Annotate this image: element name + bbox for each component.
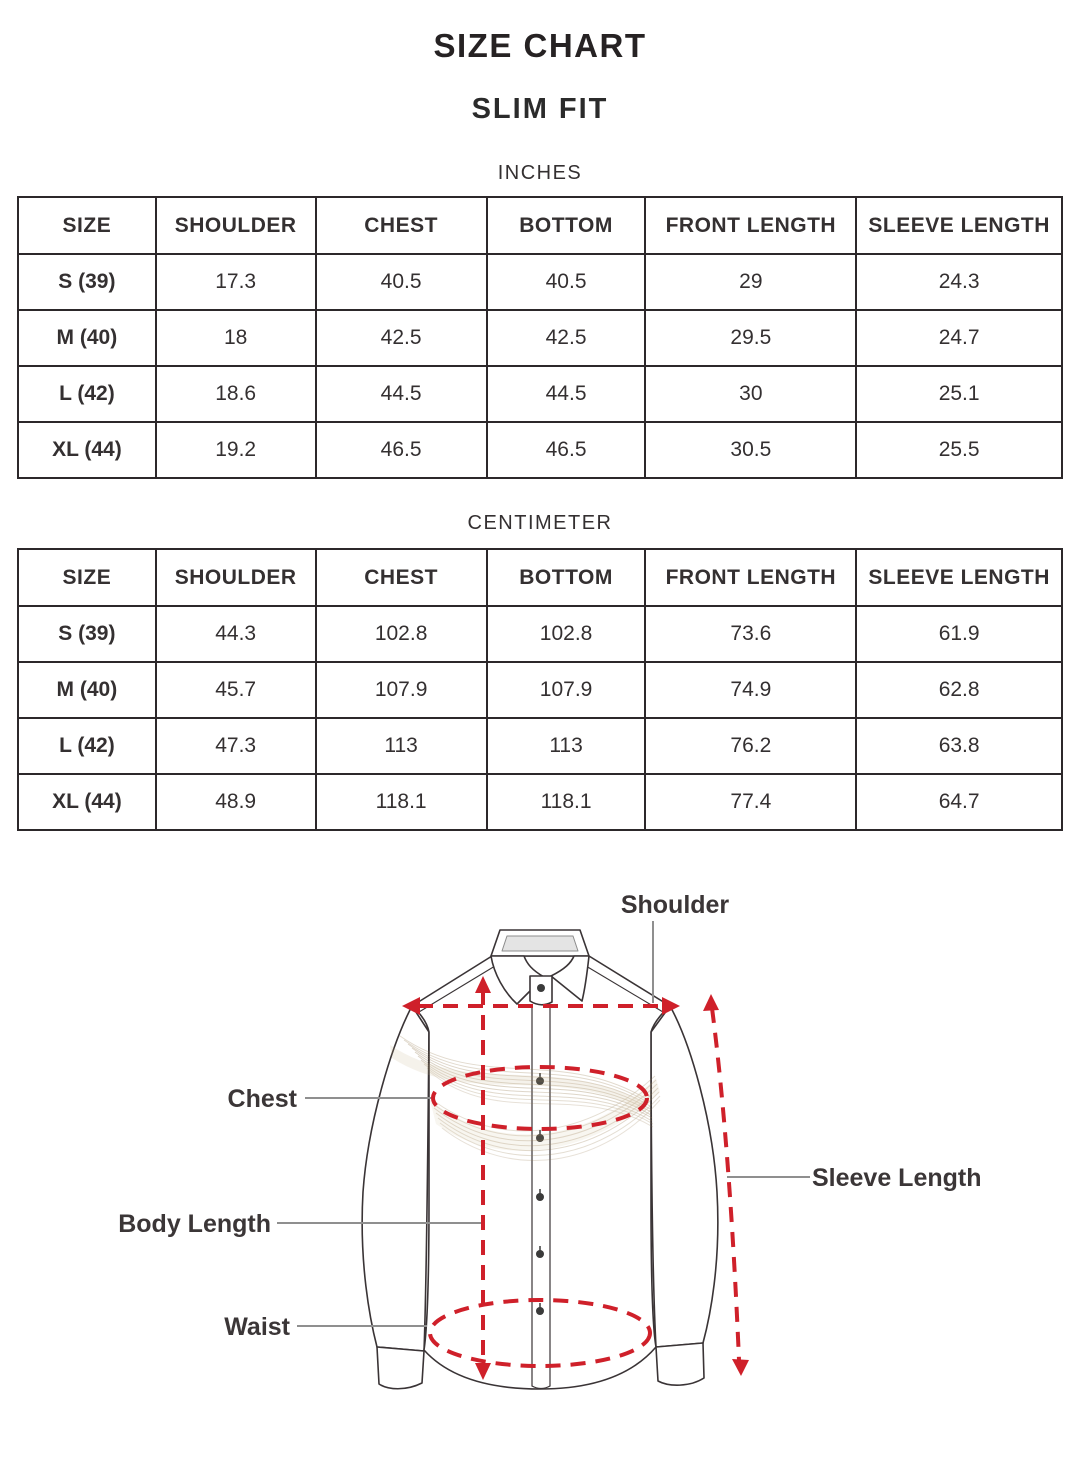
value-cell: 24.3 <box>856 254 1062 310</box>
value-cell: 102.8 <box>487 606 646 662</box>
page-subtitle: SLIM FIT <box>471 93 609 126</box>
value-cell: 74.9 <box>645 662 856 718</box>
table-row <box>18 662 1062 718</box>
table-caption-centimeter: CENTIMETER <box>467 512 613 535</box>
table-header-row <box>18 197 1062 254</box>
column-header: SLEEVE LENGTH <box>856 197 1062 254</box>
table-row <box>18 606 1062 662</box>
column-header: SHOULDER <box>156 549 316 606</box>
value-cell: 76.2 <box>645 718 856 774</box>
shirt-measurement-diagram <box>0 860 1080 1440</box>
value-cell: 62.8 <box>856 662 1062 718</box>
value-cell: 46.5 <box>487 422 646 478</box>
value-cell: 102.8 <box>316 606 487 662</box>
value-cell: 30.5 <box>645 422 856 478</box>
table-header-row <box>18 197 1062 254</box>
value-cell: 44.5 <box>316 366 487 422</box>
table-header-row <box>18 549 1062 606</box>
size-cell: XL (44) <box>18 422 156 478</box>
page-title: SIZE CHART <box>433 27 647 64</box>
size-table-inches <box>17 196 1063 479</box>
size-cell: M (40) <box>18 662 156 718</box>
value-cell: 19.2 <box>156 422 316 478</box>
value-cell: 29 <box>645 254 856 310</box>
waist-label: Waist <box>224 1313 290 1342</box>
value-cell: 63.8 <box>856 718 1062 774</box>
value-cell: 77.4 <box>645 774 856 830</box>
value-cell: 107.9 <box>316 662 487 718</box>
column-header: SIZE <box>18 549 156 606</box>
table-row <box>18 774 1062 830</box>
table-header-row <box>18 549 1062 606</box>
column-header: FRONT LENGTH <box>645 197 856 254</box>
value-cell: 25.1 <box>856 366 1062 422</box>
value-cell: 44.5 <box>487 366 646 422</box>
size-cell: XL (44) <box>18 774 156 830</box>
value-cell: 64.7 <box>856 774 1062 830</box>
column-header: BOTTOM <box>487 197 646 254</box>
value-cell: 107.9 <box>487 662 646 718</box>
shoulder-label: Shoulder <box>620 891 730 920</box>
chest-label: Chest <box>227 1085 297 1114</box>
value-cell: 48.9 <box>156 774 316 830</box>
value-cell: 118.1 <box>487 774 646 830</box>
table-caption-inches: INCHES <box>497 162 583 185</box>
value-cell: 42.5 <box>487 310 646 366</box>
value-cell: 113 <box>487 718 646 774</box>
size-cell: L (42) <box>18 718 156 774</box>
size-table-centimeter <box>17 548 1063 831</box>
column-header: SIZE <box>18 197 156 254</box>
body-length-label: Body Length <box>118 1210 271 1239</box>
value-cell: 18.6 <box>156 366 316 422</box>
value-cell: 113 <box>316 718 487 774</box>
column-header: FRONT LENGTH <box>645 549 856 606</box>
value-cell: 42.5 <box>316 310 487 366</box>
table-row <box>18 366 1062 422</box>
value-cell: 18 <box>156 310 316 366</box>
value-cell: 118.1 <box>316 774 487 830</box>
value-cell: 24.7 <box>856 310 1062 366</box>
value-cell: 46.5 <box>316 422 487 478</box>
size-cell: S (39) <box>18 254 156 310</box>
value-cell: 45.7 <box>156 662 316 718</box>
size-cell: S (39) <box>18 606 156 662</box>
value-cell: 17.3 <box>156 254 316 310</box>
column-header: CHEST <box>316 197 487 254</box>
table-row <box>18 254 1062 310</box>
column-header: BOTTOM <box>487 549 646 606</box>
value-cell: 40.5 <box>316 254 487 310</box>
value-cell: 25.5 <box>856 422 1062 478</box>
table-row <box>18 310 1062 366</box>
value-cell: 47.3 <box>156 718 316 774</box>
column-header: SHOULDER <box>156 197 316 254</box>
value-cell: 29.5 <box>645 310 856 366</box>
size-cell: M (40) <box>18 310 156 366</box>
column-header: CHEST <box>316 549 487 606</box>
value-cell: 40.5 <box>487 254 646 310</box>
table-row <box>18 718 1062 774</box>
value-cell: 44.3 <box>156 606 316 662</box>
size-cell: L (42) <box>18 366 156 422</box>
column-header: SLEEVE LENGTH <box>856 549 1062 606</box>
value-cell: 73.6 <box>645 606 856 662</box>
value-cell: 30 <box>645 366 856 422</box>
value-cell: 61.9 <box>856 606 1062 662</box>
table-row <box>18 422 1062 478</box>
sleeve-length-label: Sleeve Length <box>812 1164 982 1193</box>
